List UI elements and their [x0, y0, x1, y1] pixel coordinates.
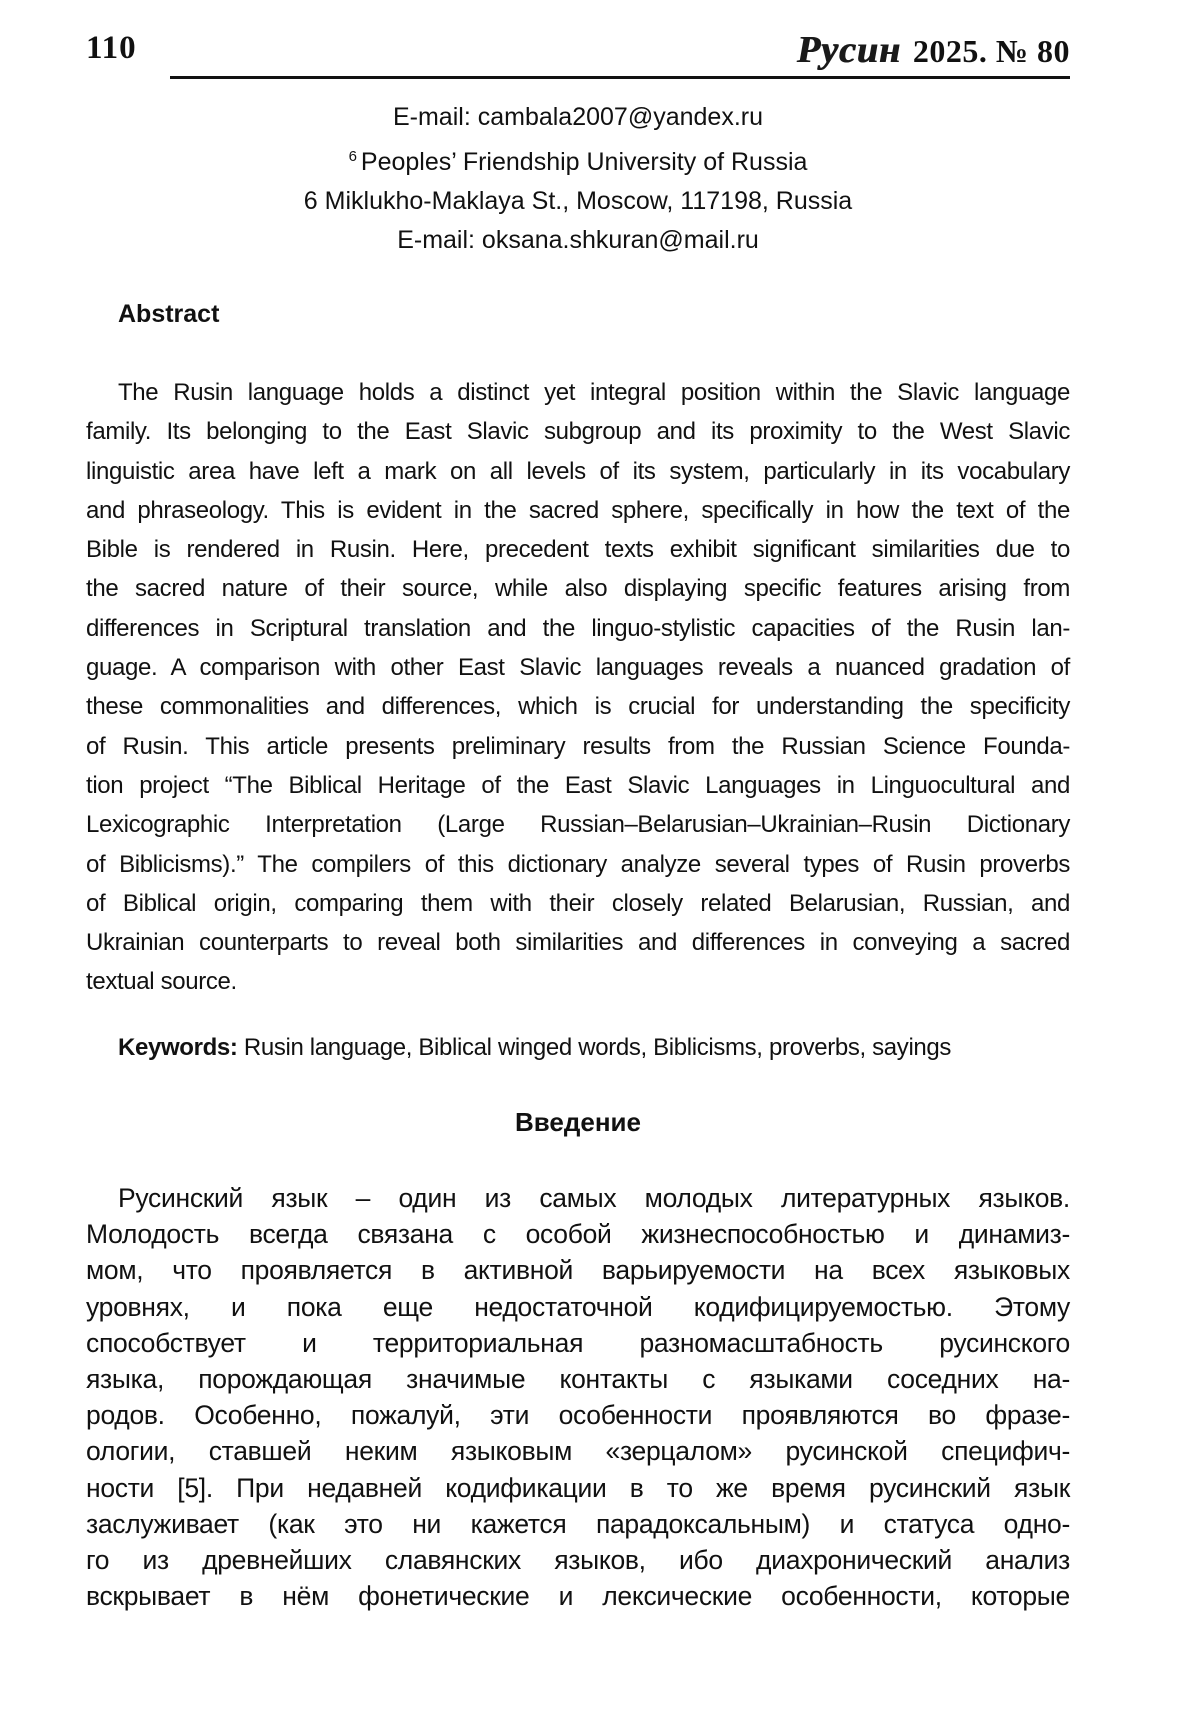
body-line: уровнях, и пока еще недостаточной кодифицируемостью. Этому	[86, 1291, 1070, 1322]
body-line: ологии, ставшей неким языковым «зерцалом» русинской специфич-	[86, 1436, 1070, 1467]
running-header	[86, 28, 1070, 80]
affiliation-block	[86, 98, 1070, 260]
body-line: заслуживает (как это ни кажется парадоксальным) и статуса одно-	[86, 1508, 1070, 1539]
keywords-label: Keywords:	[118, 1034, 238, 1061]
section-heading: Введение	[515, 1107, 641, 1137]
abstract-line: these commonalities and differences, which is crucial for understanding the specificity	[86, 693, 1070, 721]
body-line: способствует и территориальная разномасштабность русинского	[86, 1327, 1070, 1358]
body-line: вскрывает в нём фонетические и лексические особенности, которые	[86, 1581, 1070, 1612]
journal-logo: Русин	[796, 29, 901, 71]
abstract-line: family. Its belonging to the East Slavic subgroup and its proximity to the West Slavic	[86, 418, 1070, 446]
abstract-text	[86, 373, 1070, 1002]
affiliation-address: 6 Miklukho-Maklaya St., Moscow, 117198, Russia	[303, 187, 853, 215]
abstract-line: Bible is rendered in Rusin. Here, precedent texts exhibit significant similarities due to	[86, 536, 1070, 564]
journal-issue: 2025. № 80	[912, 33, 1070, 69]
abstract-line: textual source.	[86, 968, 237, 996]
abstract-line: differences in Scriptural translation and the linguo-stylistic capacities of the Rusin lan-	[86, 614, 1070, 642]
affiliation-number: 6	[348, 148, 357, 165]
abstract-line: the sacred nature of their source, while also displaying specific features arising from	[86, 575, 1070, 603]
abstract-heading: Abstract	[118, 300, 220, 328]
keywords	[118, 1034, 951, 1062]
affiliation-name	[86, 137, 1070, 182]
keywords-text: Rusin language, Biblical winged words, Biblicisms, proverbs, sayings	[243, 1034, 952, 1061]
author-email: E-mail: oksana.shkuran@mail.ru	[397, 226, 759, 254]
abstract-line: of Rusin. This article presents preliminary results from the Russian Science Founda-	[86, 732, 1070, 760]
body-line: языка, порождающая значимые контакты с языками соседних на-	[86, 1364, 1070, 1395]
abstract-line: Lexicographic Interpretation (Large Russian–Belarusian–Ukrainian–Rusin Dictionary	[86, 811, 1070, 839]
body-line: Молодость всегда связана с особой жизнеспособностью и динамиз-	[86, 1219, 1070, 1250]
abstract-line: and phraseology. This is evident in the sacred sphere, specifically in how the text of the	[86, 496, 1070, 524]
author-email: E-mail: cambala2007@yandex.ru	[392, 103, 763, 131]
affiliation-university: Peoples’ Friendship University of Russia	[360, 148, 808, 176]
abstract-line: tion project “The Biblical Heritage of the East Slavic Languages in Linguocultural and	[86, 771, 1070, 799]
abstract-line: The Rusin language holds a distinct yet integral position within the Slavic language	[118, 379, 1070, 406]
abstract-line: linguistic area have left a mark on all levels of its system, particularly in its vocabulary	[86, 457, 1070, 485]
abstract-line: of Biblical origin, comparing them with their closely related Belarusian, Russian, and	[86, 889, 1070, 917]
abstract-line: guage. A comparison with other East Slavic languages reveals a nuanced gradation of	[86, 654, 1070, 682]
abstract-line: Ukrainian counterparts to reveal both similarities and differences in conveying a sacred	[86, 929, 1070, 957]
header-rule	[170, 76, 1070, 79]
body-line: мом, что проявляется в активной варьируемости на всех языковых	[86, 1255, 1070, 1286]
page-number: 110	[86, 30, 137, 66]
introduction-text	[86, 1180, 1070, 1614]
abstract-line: of Biblicisms).” The compilers of this dictionary analyze several types of Rusin proverbs	[86, 850, 1070, 878]
journal-title	[797, 28, 1070, 72]
body-line: ности [5]. При недавней кодификации в то же время русинский язык	[86, 1472, 1070, 1503]
body-line: Русинский язык – один из самых молодых литературных языков.	[118, 1183, 1070, 1213]
body-line: родов. Особенно, пожалуй, эти особенности проявляются во фразе-	[86, 1400, 1070, 1431]
body-line: го из древнейших славянских языков, ибо диахронический анализ	[86, 1545, 1070, 1576]
